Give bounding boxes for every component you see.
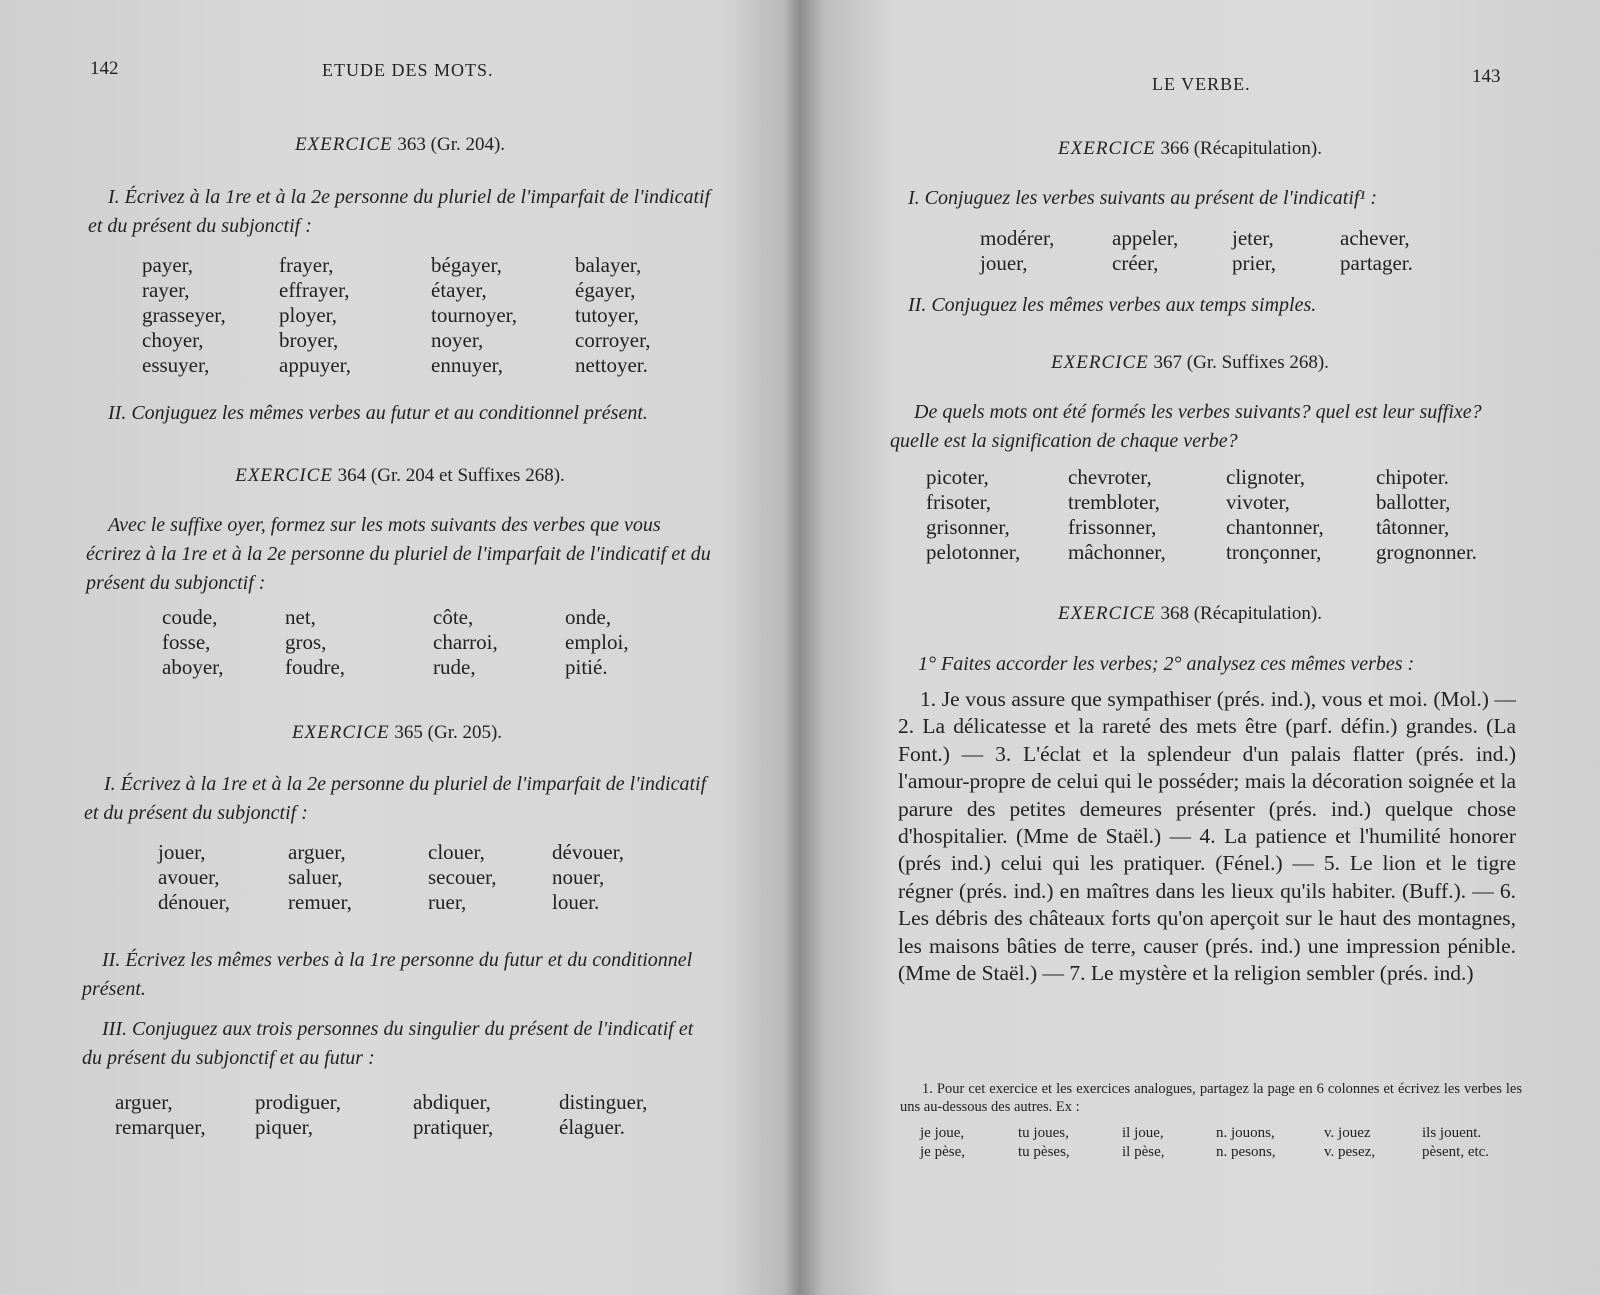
exercise-363-instruction: I. Écrivez à la 1re et à la 2e personne du pluriel de l'imparfait de l'indicatif et du présent du subjonctif : [88, 186, 711, 237]
exercise-366-word-grid [980, 226, 1450, 276]
word-item: il joue, [1122, 1125, 1164, 1141]
exercise-368-title: EXERCICE 368 (Récapitulation). [1058, 603, 1322, 624]
exercise-368-instruction: 1° Faites accorder les verbes; 2° analysez ces mêmes verbes : [918, 653, 1415, 675]
word-item: frissonner, [1068, 515, 1157, 539]
left-page [0, 0, 790, 1295]
word-item: effrayer, [279, 278, 350, 302]
word-item: payer, [142, 253, 194, 277]
word-item: picoter, [926, 465, 989, 489]
word-item: louer. [552, 890, 600, 914]
word-item: v. pesez, [1324, 1144, 1376, 1160]
word-item: remarquer, [115, 1115, 206, 1139]
word-item: v. jouez [1324, 1125, 1371, 1141]
word-item: saluer, [288, 865, 343, 889]
exercise-366-instruction: I. Conjuguez les verbes suivants au présent de l'indicatif¹ : [908, 187, 1378, 209]
word-item: aboyer, [162, 655, 224, 679]
word-item: corroyer, [575, 328, 651, 352]
word-item: choyer, [142, 328, 204, 352]
exercise-363-instruction-2: II. Conjuguez les mêmes verbes au futur et au conditionnel présent. [108, 402, 648, 424]
word-item: pelotonner, [926, 540, 1021, 564]
word-item: ployer, [279, 303, 338, 327]
word-item: chantonner, [1226, 515, 1324, 539]
word-item: pratiquer, [413, 1115, 494, 1139]
right-page [810, 0, 1600, 1295]
exercise-368-text: 1. Je vous assure que sympathiser (prés. ind.), vous et moi. (Mol.) — 2. La délicatesse et la rareté des mets être (parf. défin.) grandes. (La Font.) — 3. L'éclat et la splendeur d'un palais flatter (prés. ind.) l'amour-propre de celui qui le posséder; mais la décoration soignée et la parure des petites demeures présenter (prés. ind.) quelque chose d'hospitalier. (Mme de Staël.) — 4. La patience et l'humilité honorer (prés ind.) celui qui les pratiquer. (Fénel.) — 5. Le lion et le tigre régner (prés. ind.) en maîtres dans les lieux qu'ils habiter. (Buff.). — 6. Les débris des châteaux forts qu'on aperçoit sur le haut des montagnes, les maisons bâties de terre, causer (prés. ind.) une impression pénible. (Mme de Staël.) — 7. Le mystère et la religion sembler (prés. ind.) [898, 687, 1516, 986]
exercise-364-instruction: Avec le suffixe oyer, formez sur les mots suivants des verbes que vous écrirez à la 1re et à la 2e personne du pluriel de l'imparfait de l'indicatif et du présent du subjonctif : [86, 514, 711, 594]
word-item: modérer, [980, 226, 1055, 250]
word-item: dénouer, [158, 890, 231, 914]
word-item: abdiquer, [413, 1090, 491, 1114]
word-item: essuyer, [142, 353, 210, 377]
word-item: créer, [1112, 251, 1159, 275]
page-number: 143 [1472, 66, 1501, 87]
word-item: jouer, [158, 840, 206, 864]
word-item: broyer, [279, 328, 339, 352]
word-item: tu joues, [1018, 1125, 1069, 1141]
word-item: vivoter, [1226, 490, 1290, 514]
exercise-367-instruction: De quels mots ont été formés les verbes suivants? quel est leur suffixe? quelle est la signification de chaque verbe? [890, 401, 1482, 452]
word-item: rude, [433, 655, 476, 679]
word-item: balayer, [575, 253, 642, 277]
exercise-363-title: EXERCICE 363 (Gr. 204). [294, 134, 506, 155]
exercise-365-word-grid [158, 840, 652, 915]
word-item: dévouer, [552, 840, 625, 864]
word-item: jeter, [1232, 226, 1274, 250]
word-item: onde, [565, 605, 612, 629]
word-item: foudre, [285, 655, 346, 679]
running-head: ETUDE DES MOTS. [322, 60, 494, 80]
word-item: secouer, [428, 865, 497, 889]
exercise-366-title: EXERCICE 366 (Récapitulation). [1058, 138, 1322, 159]
word-item: tutoyer, [575, 303, 639, 327]
exercise-364-word-grid [162, 605, 655, 680]
word-item: net, [285, 605, 316, 629]
word-item: bégayer, [431, 253, 502, 277]
word-item: frisoter, [926, 490, 992, 514]
word-item: emploi, [565, 630, 629, 654]
word-item: jouer, [980, 251, 1028, 275]
word-item: ennuyer, [431, 353, 504, 377]
footnote: 1. Pour cet exercice et les exercices analogues, partagez la page en 6 colonnes et écrivez les verbes les uns au-dessous des autres. Ex : [900, 1081, 1522, 1115]
word-item: coude, [162, 605, 218, 629]
word-item: grognonner. [1376, 540, 1477, 564]
word-item: achever, [1340, 226, 1410, 250]
word-item: grisonner, [926, 515, 1010, 539]
exercise-367-title: EXERCICE 367 (Gr. Suffixes 268). [1051, 352, 1329, 373]
word-item: ballotter, [1376, 490, 1451, 514]
exercise-364-title: EXERCICE 364 (Gr. 204 et Suffixes 268). [235, 465, 565, 486]
word-item: appeler, [1112, 226, 1179, 250]
word-item: égayer, [575, 278, 636, 302]
word-item: côte, [433, 605, 474, 629]
word-item: pitié. [565, 655, 608, 679]
word-item: pèsent, etc. [1422, 1144, 1490, 1160]
word-item: il pèse, [1122, 1144, 1165, 1160]
word-item: tronçonner, [1226, 540, 1322, 564]
word-item: n. pesons, [1216, 1144, 1276, 1160]
word-item: gros, [285, 630, 327, 654]
footnote-conjugation-grid [920, 1124, 1532, 1162]
word-item: je pèse, [920, 1144, 965, 1160]
word-item: arguer, [115, 1090, 173, 1114]
word-item: remuer, [288, 890, 352, 914]
word-item: tu pèses, [1018, 1144, 1070, 1160]
word-item: tâtonner, [1376, 515, 1450, 539]
word-item: charroi, [433, 630, 498, 654]
exercise-367-word-grid [926, 465, 1506, 565]
word-item: nettoyer. [575, 353, 648, 377]
word-item: distinguer, [559, 1090, 648, 1114]
word-item: chevroter, [1068, 465, 1152, 489]
exercise-365-word-grid-2 [115, 1090, 669, 1140]
word-item: prier, [1232, 251, 1277, 275]
page-number: 142 [90, 58, 119, 79]
word-item: tournoyer, [431, 303, 518, 327]
running-head: LE VERBE. [1152, 74, 1251, 94]
word-item: arguer, [288, 840, 346, 864]
exercise-366-instruction-2: II. Conjuguez les mêmes verbes aux temps simples. [908, 294, 1317, 316]
exercise-365-instruction-2: II. Écrivez les mêmes verbes à la 1re personne du futur et du conditionnel présent. [82, 949, 693, 1000]
word-item: fosse, [162, 630, 211, 654]
word-item: ils jouent. [1422, 1125, 1482, 1141]
word-item: mâchonner, [1068, 540, 1166, 564]
word-item: partager. [1340, 251, 1413, 275]
exercise-363-word-grid [142, 253, 695, 378]
exercise-365-instruction-3: III. Conjuguez aux trois personnes du singulier du présent de l'indicatif et du présent du subjonctif et au futur : [82, 1018, 694, 1069]
word-item: clignoter, [1226, 465, 1306, 489]
word-item: grasseyer, [142, 303, 226, 327]
word-item: prodiguer, [255, 1090, 342, 1114]
word-item: rayer, [142, 278, 190, 302]
word-item: appuyer, [279, 353, 352, 377]
word-item: clouer, [428, 840, 485, 864]
word-item: je joue, [920, 1125, 965, 1141]
word-item: nouer, [552, 865, 605, 889]
exercise-365-title: EXERCICE 365 (Gr. 205). [291, 722, 503, 743]
word-item: n. jouons, [1216, 1125, 1275, 1141]
exercise-365-instruction: I. Écrivez à la 1re et à la 2e personne du pluriel de l'imparfait de l'indicatif et du présent du subjonctif : [84, 773, 707, 824]
word-item: frayer, [279, 253, 334, 277]
word-item: chipoter. [1376, 465, 1449, 489]
word-item: ruer, [428, 890, 467, 914]
word-item: étayer, [431, 278, 487, 302]
word-item: avouer, [158, 865, 220, 889]
word-item: noyer, [431, 328, 484, 352]
word-item: trembloter, [1068, 490, 1160, 514]
word-item: piquer, [255, 1115, 314, 1139]
word-item: élaguer. [559, 1115, 625, 1139]
